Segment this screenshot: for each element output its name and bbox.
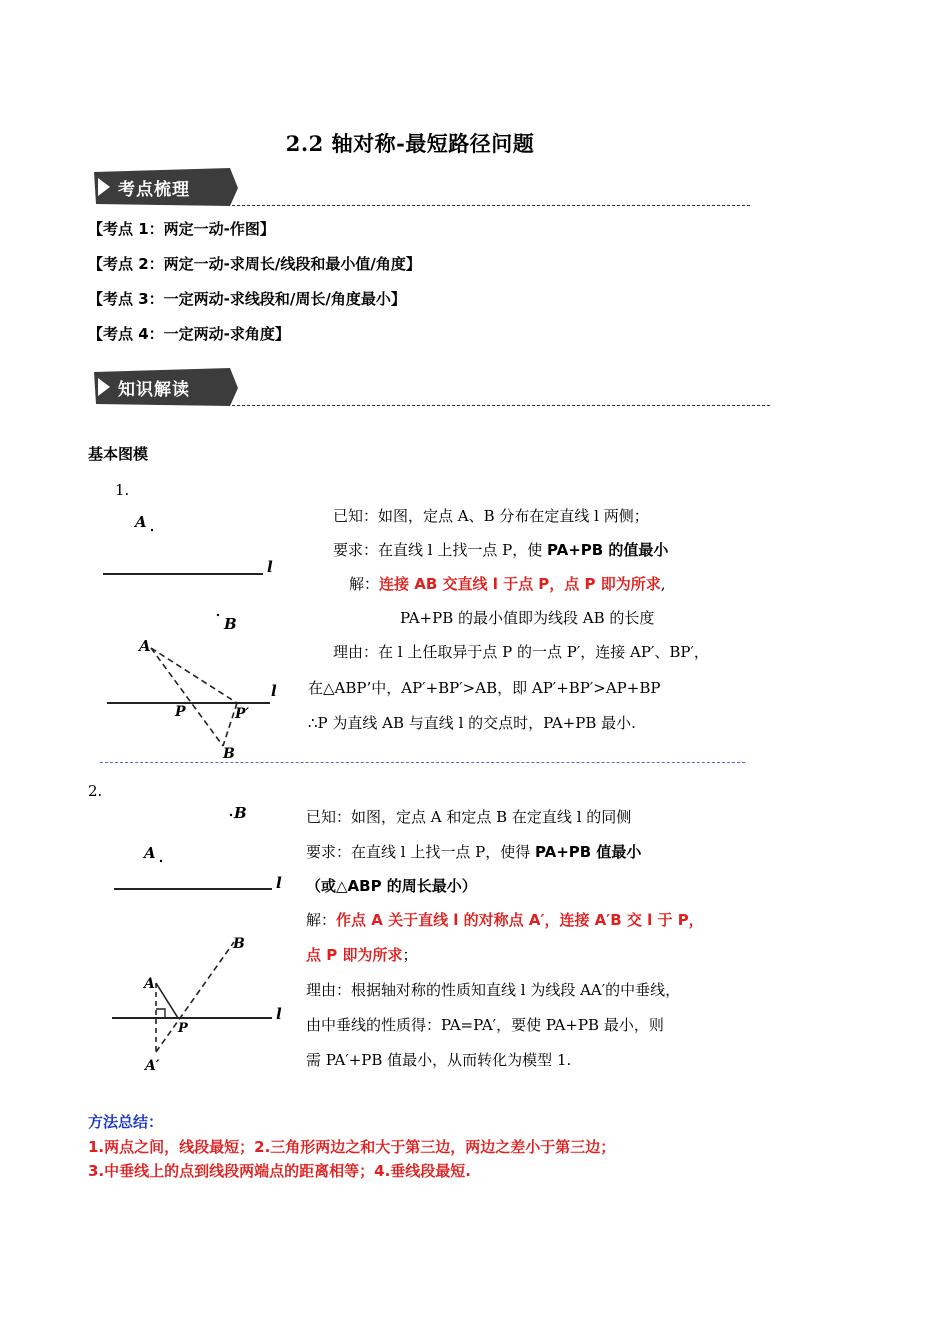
model1-require xyxy=(333,539,668,560)
model2-reason3: 需 PA′+PB 值最小，从而转化为模型 1. xyxy=(306,1051,572,1069)
label-P: P xyxy=(175,704,186,720)
label-A: A xyxy=(135,513,147,531)
model2-solution-red2: 点 P 即为所求 xyxy=(306,946,403,964)
banner-divider xyxy=(232,205,750,206)
model-separator xyxy=(100,762,745,763)
model2-require xyxy=(306,841,641,862)
summary-heading: 方法总结： xyxy=(88,1113,164,1131)
summary-line2: 3.中垂线上的点到线段两端点的距离相等；4.垂线段最短. xyxy=(88,1162,471,1180)
model1-reason2: 在△ABP’中，AP′+BP′>AB，即 AP′+BP′>AP+BP xyxy=(308,679,661,697)
model1-reason3: ∴P 为直线 AB 与直线 l 的交点时，PA+PB 最小. xyxy=(308,714,636,732)
model1-solution-end: , xyxy=(660,575,666,593)
kaodian-1: 【考点 1：两定一动-作图】 xyxy=(88,220,275,238)
model1-reason1: 理由：在 l 上任取异于点 P 的一点 P′，连接 AP′、BP′， xyxy=(333,643,709,661)
segment-AP-prime xyxy=(151,648,237,703)
banner-divider xyxy=(232,405,770,406)
model1-require-text: 要求：在直线 l 上找一点 P，使 xyxy=(333,541,547,559)
model1-number: 1. xyxy=(115,481,130,499)
label-l: l xyxy=(267,558,273,576)
model2-number: 2. xyxy=(88,782,103,800)
segment-A-prime-B xyxy=(156,942,234,1052)
model1-figure xyxy=(95,500,305,762)
label-B: B xyxy=(224,615,237,633)
banner-label: 知识解读 xyxy=(118,380,190,400)
page-title: 2.2 轴对称-最短路径问题 xyxy=(285,131,535,156)
label-P: P xyxy=(178,1021,188,1036)
section-heading: 基本图模 xyxy=(88,445,149,463)
segment-AB xyxy=(151,648,223,746)
model1-note: PA+PB 的最小值即为线段 AB 的长度 xyxy=(400,609,655,627)
label-A: A xyxy=(144,976,155,992)
label-l: l xyxy=(276,874,282,892)
model2-reason2: 由中垂线的性质得：PA=PA′，要使 PA+PB 最小，则 xyxy=(306,1016,664,1034)
section-banner-kaodian xyxy=(90,166,240,208)
model2-known: 已知：如图，定点 A 和定点 B 在定直线 l 的同侧 xyxy=(306,808,632,826)
model2-solution-prefix: 解： xyxy=(306,911,337,929)
label-l: l xyxy=(271,682,277,700)
banner-label: 考点梳理 xyxy=(118,180,190,200)
label-B: B xyxy=(223,746,235,762)
model2-require-bold: PA+PB 值最小 xyxy=(534,843,642,861)
label-A-prime: A′ xyxy=(145,1058,160,1074)
model2-reason1: 理由：根据轴对称的性质知直线 l 为线段 AA′的中垂线， xyxy=(306,981,681,999)
section-banner-zhishi xyxy=(90,366,240,408)
model1-require-bold: PA+PB 的值最小 xyxy=(546,541,669,559)
model1-solution-red: 连接 AB 交直线 l 于点 P，点 P 即为所求 xyxy=(379,575,661,593)
right-angle-mark xyxy=(156,1009,165,1018)
model1-solution xyxy=(349,573,666,594)
model2-require-text: 要求：在直线 l 上找一点 P，使得 xyxy=(306,843,535,861)
label-B: B xyxy=(234,804,247,822)
label-l: l xyxy=(276,1005,282,1023)
model2-require-bold2: （或△ABP 的周长最小） xyxy=(306,877,477,895)
model2-solution-red1: 作点 A 关于直线 l 的对称点 A′，连接 A′B 交 l 于 P， xyxy=(336,911,704,929)
model2-solution xyxy=(306,909,704,930)
summary-line1: 1.两点之间，线段最短；2.三角形两边之和大于第三边，两边之差小于第三边； xyxy=(88,1138,616,1156)
label-P-prime: P′ xyxy=(235,706,250,722)
model1-known: 已知：如图，定点 A、B 分布在定直线 l 两侧； xyxy=(333,507,649,525)
model2-solution-end: ； xyxy=(402,946,418,964)
model2-solution2 xyxy=(306,944,417,965)
model2-figure xyxy=(100,800,310,1080)
label-A: A xyxy=(139,637,151,655)
kaodian-2: 【考点 2：两定一动-求周长/线段和最小值/角度】 xyxy=(88,255,421,273)
kaodian-4: 【考点 4：一定两动-求角度】 xyxy=(88,325,290,343)
model1-solution-prefix: 解： xyxy=(349,575,380,593)
segment-AP xyxy=(156,983,178,1018)
label-B: B xyxy=(233,936,245,952)
kaodian-3: 【考点 3：一定两动-求线段和/周长/角度最小】 xyxy=(88,290,406,308)
label-A: A xyxy=(144,844,156,862)
